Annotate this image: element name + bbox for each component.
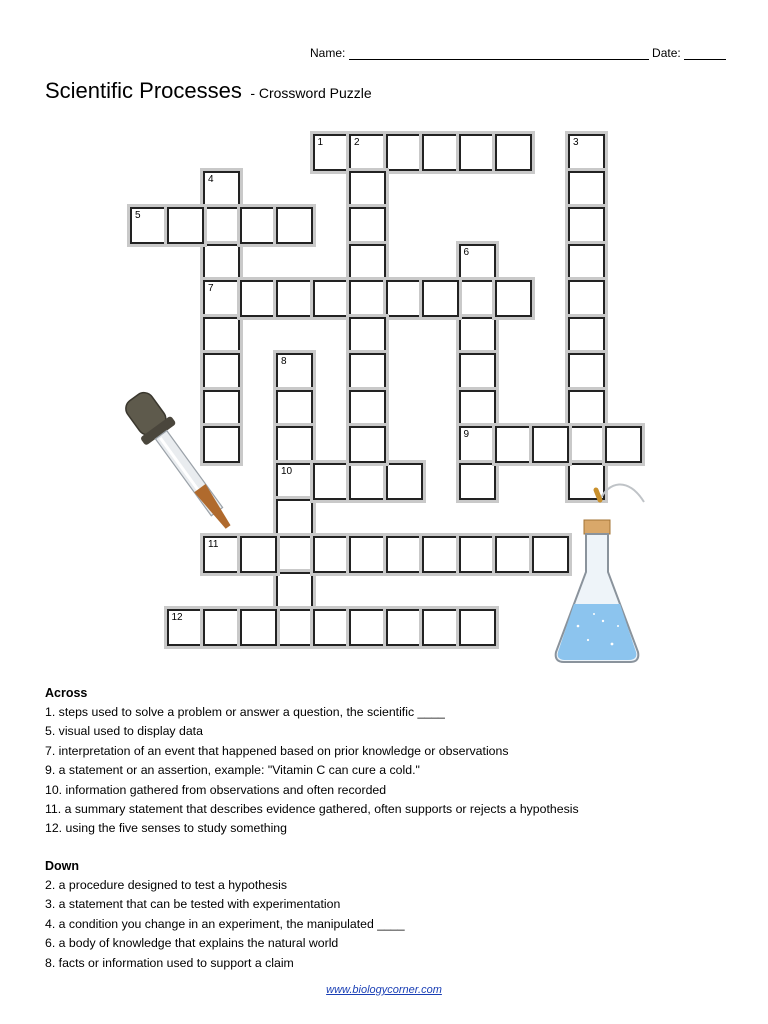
crossword-cell[interactable] (349, 390, 386, 427)
crossword-cell[interactable] (459, 244, 496, 281)
crossword-cell[interactable] (313, 280, 350, 317)
crossword-cell[interactable] (568, 171, 605, 208)
crossword-cell[interactable] (568, 134, 605, 171)
dropper-illustration (118, 360, 288, 550)
crossword-cell[interactable] (386, 609, 423, 646)
clue-number: 5 (135, 210, 141, 221)
crossword-cell[interactable] (276, 280, 313, 317)
crossword-cell[interactable] (459, 353, 496, 390)
crossword-cell[interactable] (167, 609, 204, 646)
crossword-cell[interactable] (276, 572, 313, 609)
across-clue-1: 1. steps used to solve a problem or answer a question, the scientific ____ (45, 705, 445, 719)
crossword-cell[interactable] (386, 463, 423, 500)
down-clue-3: 3. a statement that can be tested with experimentation (45, 897, 341, 912)
across-clue-9: 9. a statement or an assertion, example: "Vitamin C can cure a cold." (45, 763, 420, 778)
title-sub: - Crossword Puzzle (250, 85, 372, 101)
crossword-cell[interactable] (532, 426, 569, 463)
crossword-cell[interactable] (459, 317, 496, 354)
name-label: Name: (310, 46, 346, 60)
crossword-cell[interactable] (167, 207, 204, 244)
crossword-cell[interactable] (349, 207, 386, 244)
across-heading: Across (45, 686, 88, 700)
crossword-cell[interactable] (495, 280, 532, 317)
flask-illustration (548, 476, 648, 666)
crossword-cell[interactable] (386, 280, 423, 317)
crossword-cell[interactable] (422, 134, 459, 171)
crossword-cell[interactable] (459, 390, 496, 427)
crossword-cell[interactable] (568, 244, 605, 281)
clue-number: 1 (317, 137, 324, 148)
crossword-cell[interactable] (459, 280, 496, 317)
footer-link[interactable]: www.biologycorner.com (326, 984, 442, 996)
crossword-cell[interactable] (240, 207, 277, 244)
crossword-cell[interactable] (495, 536, 532, 573)
crossword-cell[interactable] (422, 536, 459, 573)
crossword-cell[interactable] (240, 609, 277, 646)
down-clues (45, 857, 405, 973)
crossword-cell[interactable] (568, 207, 605, 244)
crossword-cell[interactable] (349, 353, 386, 390)
crossword-cell[interactable] (349, 171, 386, 208)
crossword-cell[interactable] (495, 134, 532, 171)
down-clue-6: 6. a body of knowledge that explains the natural world (45, 936, 339, 951)
crossword-cell[interactable] (459, 134, 496, 171)
crossword-cell[interactable] (568, 317, 605, 354)
crossword-cell[interactable] (313, 609, 350, 646)
crossword-cell[interactable] (313, 536, 350, 573)
crossword-cell[interactable] (568, 390, 605, 427)
crossword-cell[interactable] (349, 609, 386, 646)
crossword-cell[interactable] (459, 536, 496, 573)
crossword-cell[interactable] (459, 426, 496, 463)
clue-number: 7 (208, 283, 214, 294)
clue-number: 3 (573, 137, 579, 148)
crossword-cell[interactable] (422, 609, 459, 646)
date-label: Date: (652, 46, 681, 60)
crossword-cell[interactable] (568, 353, 605, 390)
crossword-cell[interactable] (349, 280, 386, 317)
crossword-cell[interactable] (349, 536, 386, 573)
crossword-cell[interactable] (203, 171, 240, 208)
clue-number: 11 (208, 538, 219, 550)
across-clue-11: 11. a summary statement that describes evidence gathered, often supports or rejects a hypothesis (45, 802, 579, 817)
crossword-cell[interactable] (459, 609, 496, 646)
clue-number: 2 (354, 137, 360, 148)
crossword-cell[interactable] (349, 317, 386, 354)
across-clue-10: 10. information gathered from observations and often recorded (45, 782, 387, 797)
footer (0, 984, 768, 996)
crossword-cell[interactable] (349, 244, 386, 281)
crossword-cell[interactable] (422, 280, 459, 317)
clue-number: 4 (208, 173, 214, 185)
across-clue-7: 7. interpretation of an event that happened based on prior knowledge or observations (45, 743, 509, 758)
crossword-cell[interactable] (203, 317, 240, 354)
down-clue-4: 4. a condition you change in an experiment, the manipulated ____ (45, 916, 405, 931)
crossword-cell[interactable] (386, 536, 423, 573)
clue-number: 9 (463, 429, 470, 440)
down-clue-8: 8. facts or information used to support a claim (45, 955, 294, 970)
clue-number: 6 (463, 246, 470, 258)
crossword-cell[interactable] (313, 134, 350, 171)
crossword-cell[interactable] (240, 280, 277, 317)
crossword-cell[interactable] (568, 426, 605, 463)
crossword-cell[interactable] (203, 207, 240, 244)
crossword-cell[interactable] (459, 463, 496, 500)
clue-number: 12 (171, 611, 183, 623)
crossword-cell[interactable] (203, 609, 240, 646)
crossword-cell[interactable] (495, 426, 532, 463)
crossword-cell[interactable] (349, 134, 386, 171)
crossword-cell[interactable] (203, 244, 240, 281)
crossword-cell[interactable] (130, 207, 167, 244)
crossword-cell[interactable] (386, 134, 423, 171)
crossword-cell[interactable] (313, 463, 350, 500)
crossword-cell[interactable] (349, 463, 386, 500)
clue-number: 10 (281, 465, 293, 477)
across-clues (45, 684, 579, 839)
down-heading: Down (45, 859, 80, 873)
across-clue-5: 5. visual used to display data (45, 724, 203, 739)
crossword-cell[interactable] (349, 426, 386, 463)
crossword-cell[interactable] (568, 280, 605, 317)
title-main: Scientific Processes (45, 78, 242, 103)
down-clue-2: 2. a procedure designed to test a hypothesis (45, 878, 287, 892)
across-clue-12: 12. using the five senses to study something (45, 821, 287, 836)
crossword-cell[interactable] (276, 609, 313, 646)
crossword-cell[interactable] (276, 207, 313, 244)
crossword-cell[interactable] (203, 280, 240, 317)
clue-number: 8 (281, 356, 287, 367)
crossword-cell[interactable] (605, 426, 642, 463)
